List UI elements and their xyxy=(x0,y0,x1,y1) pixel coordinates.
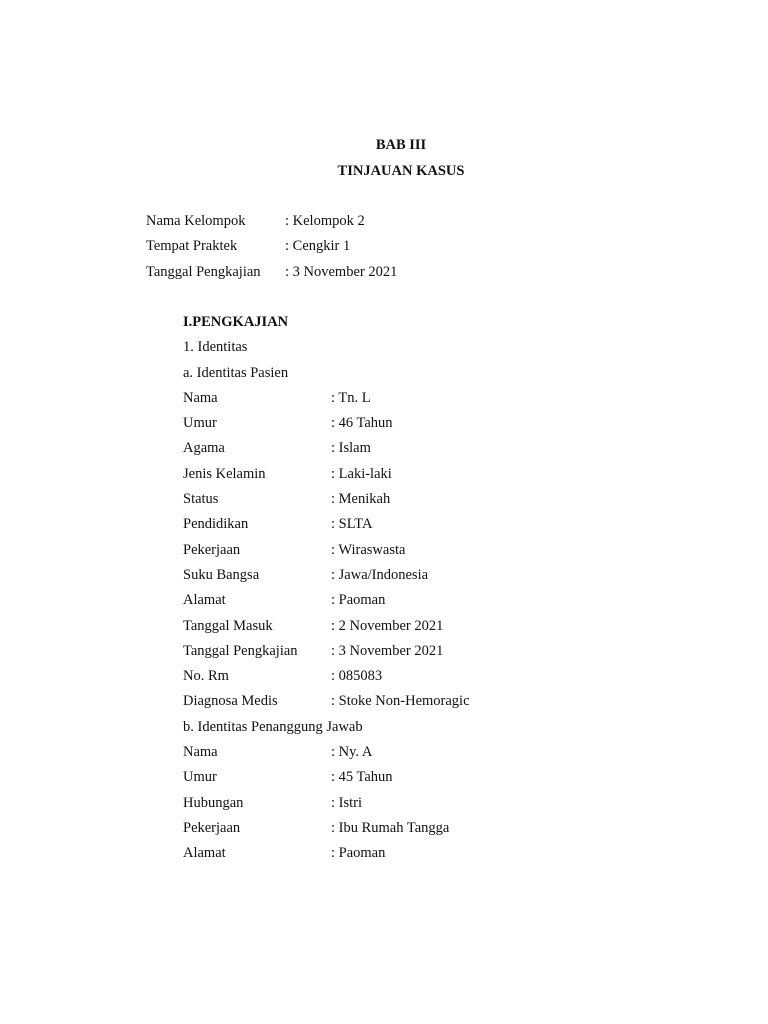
meta-label: Nama Kelompok xyxy=(146,213,246,229)
patient-row xyxy=(183,541,603,566)
patient-row xyxy=(183,692,603,717)
guardian-row xyxy=(183,794,603,819)
field-value: : Tn. L xyxy=(331,389,371,406)
field-value: : Paoman xyxy=(331,845,386,862)
assessment-section xyxy=(183,313,603,870)
patient-row xyxy=(183,617,603,642)
patient-heading-text: a. Identitas Pasien xyxy=(183,364,289,381)
guardian-row xyxy=(183,743,603,768)
section-title-text: I.PENGKAJIAN xyxy=(183,314,289,330)
patient-row xyxy=(183,515,603,540)
guardian-row xyxy=(183,819,603,844)
field-label: Pendidikan xyxy=(183,516,249,533)
field-label: Hubungan xyxy=(183,794,244,811)
field-value: : SLTA xyxy=(331,516,373,533)
field-label: Umur xyxy=(183,769,217,786)
guardian-heading xyxy=(183,718,603,743)
field-label: Pekerjaan xyxy=(183,541,241,558)
patient-row xyxy=(183,414,603,439)
field-value: : Istri xyxy=(331,794,363,811)
section-title xyxy=(183,313,603,338)
subsection-title-text: 1. Identitas xyxy=(183,339,248,356)
field-label: Status xyxy=(183,491,219,508)
field-value: : 46 Tahun xyxy=(331,415,393,432)
field-label: Nama xyxy=(183,389,218,406)
field-value: : Jawa/Indonesia xyxy=(331,566,429,583)
field-label: Jenis Kelamin xyxy=(183,465,266,482)
patient-row xyxy=(183,465,603,490)
field-value: : Laki-laki xyxy=(331,465,392,482)
field-label: Umur xyxy=(183,415,217,432)
field-value: : Menikah xyxy=(331,491,391,508)
patient-row xyxy=(183,667,603,692)
field-value: : Islam xyxy=(331,440,371,457)
field-label: Agama xyxy=(183,440,225,457)
field-value: : 085083 xyxy=(331,668,383,685)
field-value: : Stoke Non-Hemoragic xyxy=(331,693,470,710)
patient-row xyxy=(183,439,603,464)
patient-row xyxy=(183,642,603,667)
guardian-heading-text: b. Identitas Penanggung Jawab xyxy=(183,718,363,735)
patient-row xyxy=(183,566,603,591)
field-label: Nama xyxy=(183,744,218,761)
field-value: : 3 November 2021 xyxy=(331,642,444,659)
chapter-title: TINJAUAN KASUS xyxy=(337,163,465,179)
field-value: : 45 Tahun xyxy=(331,769,393,786)
meta-label: Tanggal Pengkajian xyxy=(146,263,261,280)
field-label: Alamat xyxy=(183,592,226,609)
field-label: Diagnosa Medis xyxy=(183,693,278,710)
meta-value: : Cengkir 1 xyxy=(285,238,351,255)
field-value: : Wiraswasta xyxy=(331,541,406,558)
patient-row xyxy=(183,490,603,515)
field-label: Alamat xyxy=(183,845,226,862)
meta-value: : 3 November 2021 xyxy=(285,263,398,280)
field-label: Suku Bangsa xyxy=(183,566,260,583)
patient-row xyxy=(183,591,603,616)
guardian-row xyxy=(183,768,603,793)
field-label: Tanggal Masuk xyxy=(183,617,273,634)
patient-heading xyxy=(183,364,603,389)
field-value: : Ibu Rumah Tangga xyxy=(331,819,450,836)
field-value: : Paoman xyxy=(331,592,386,609)
meta-value: : Kelompok 2 xyxy=(285,213,365,229)
subsection-title xyxy=(183,338,603,363)
field-value: : 2 November 2021 xyxy=(331,617,444,634)
meta-label: Tempat Praktek xyxy=(146,238,238,255)
chapter-heading: BAB III xyxy=(375,137,427,153)
patient-row xyxy=(183,389,603,414)
field-label: Tanggal Pengkajian xyxy=(183,642,298,659)
field-label: Pekerjaan xyxy=(183,819,241,836)
guardian-row xyxy=(183,844,603,869)
field-label: No. Rm xyxy=(183,668,229,685)
field-value: : Ny. A xyxy=(331,744,373,761)
